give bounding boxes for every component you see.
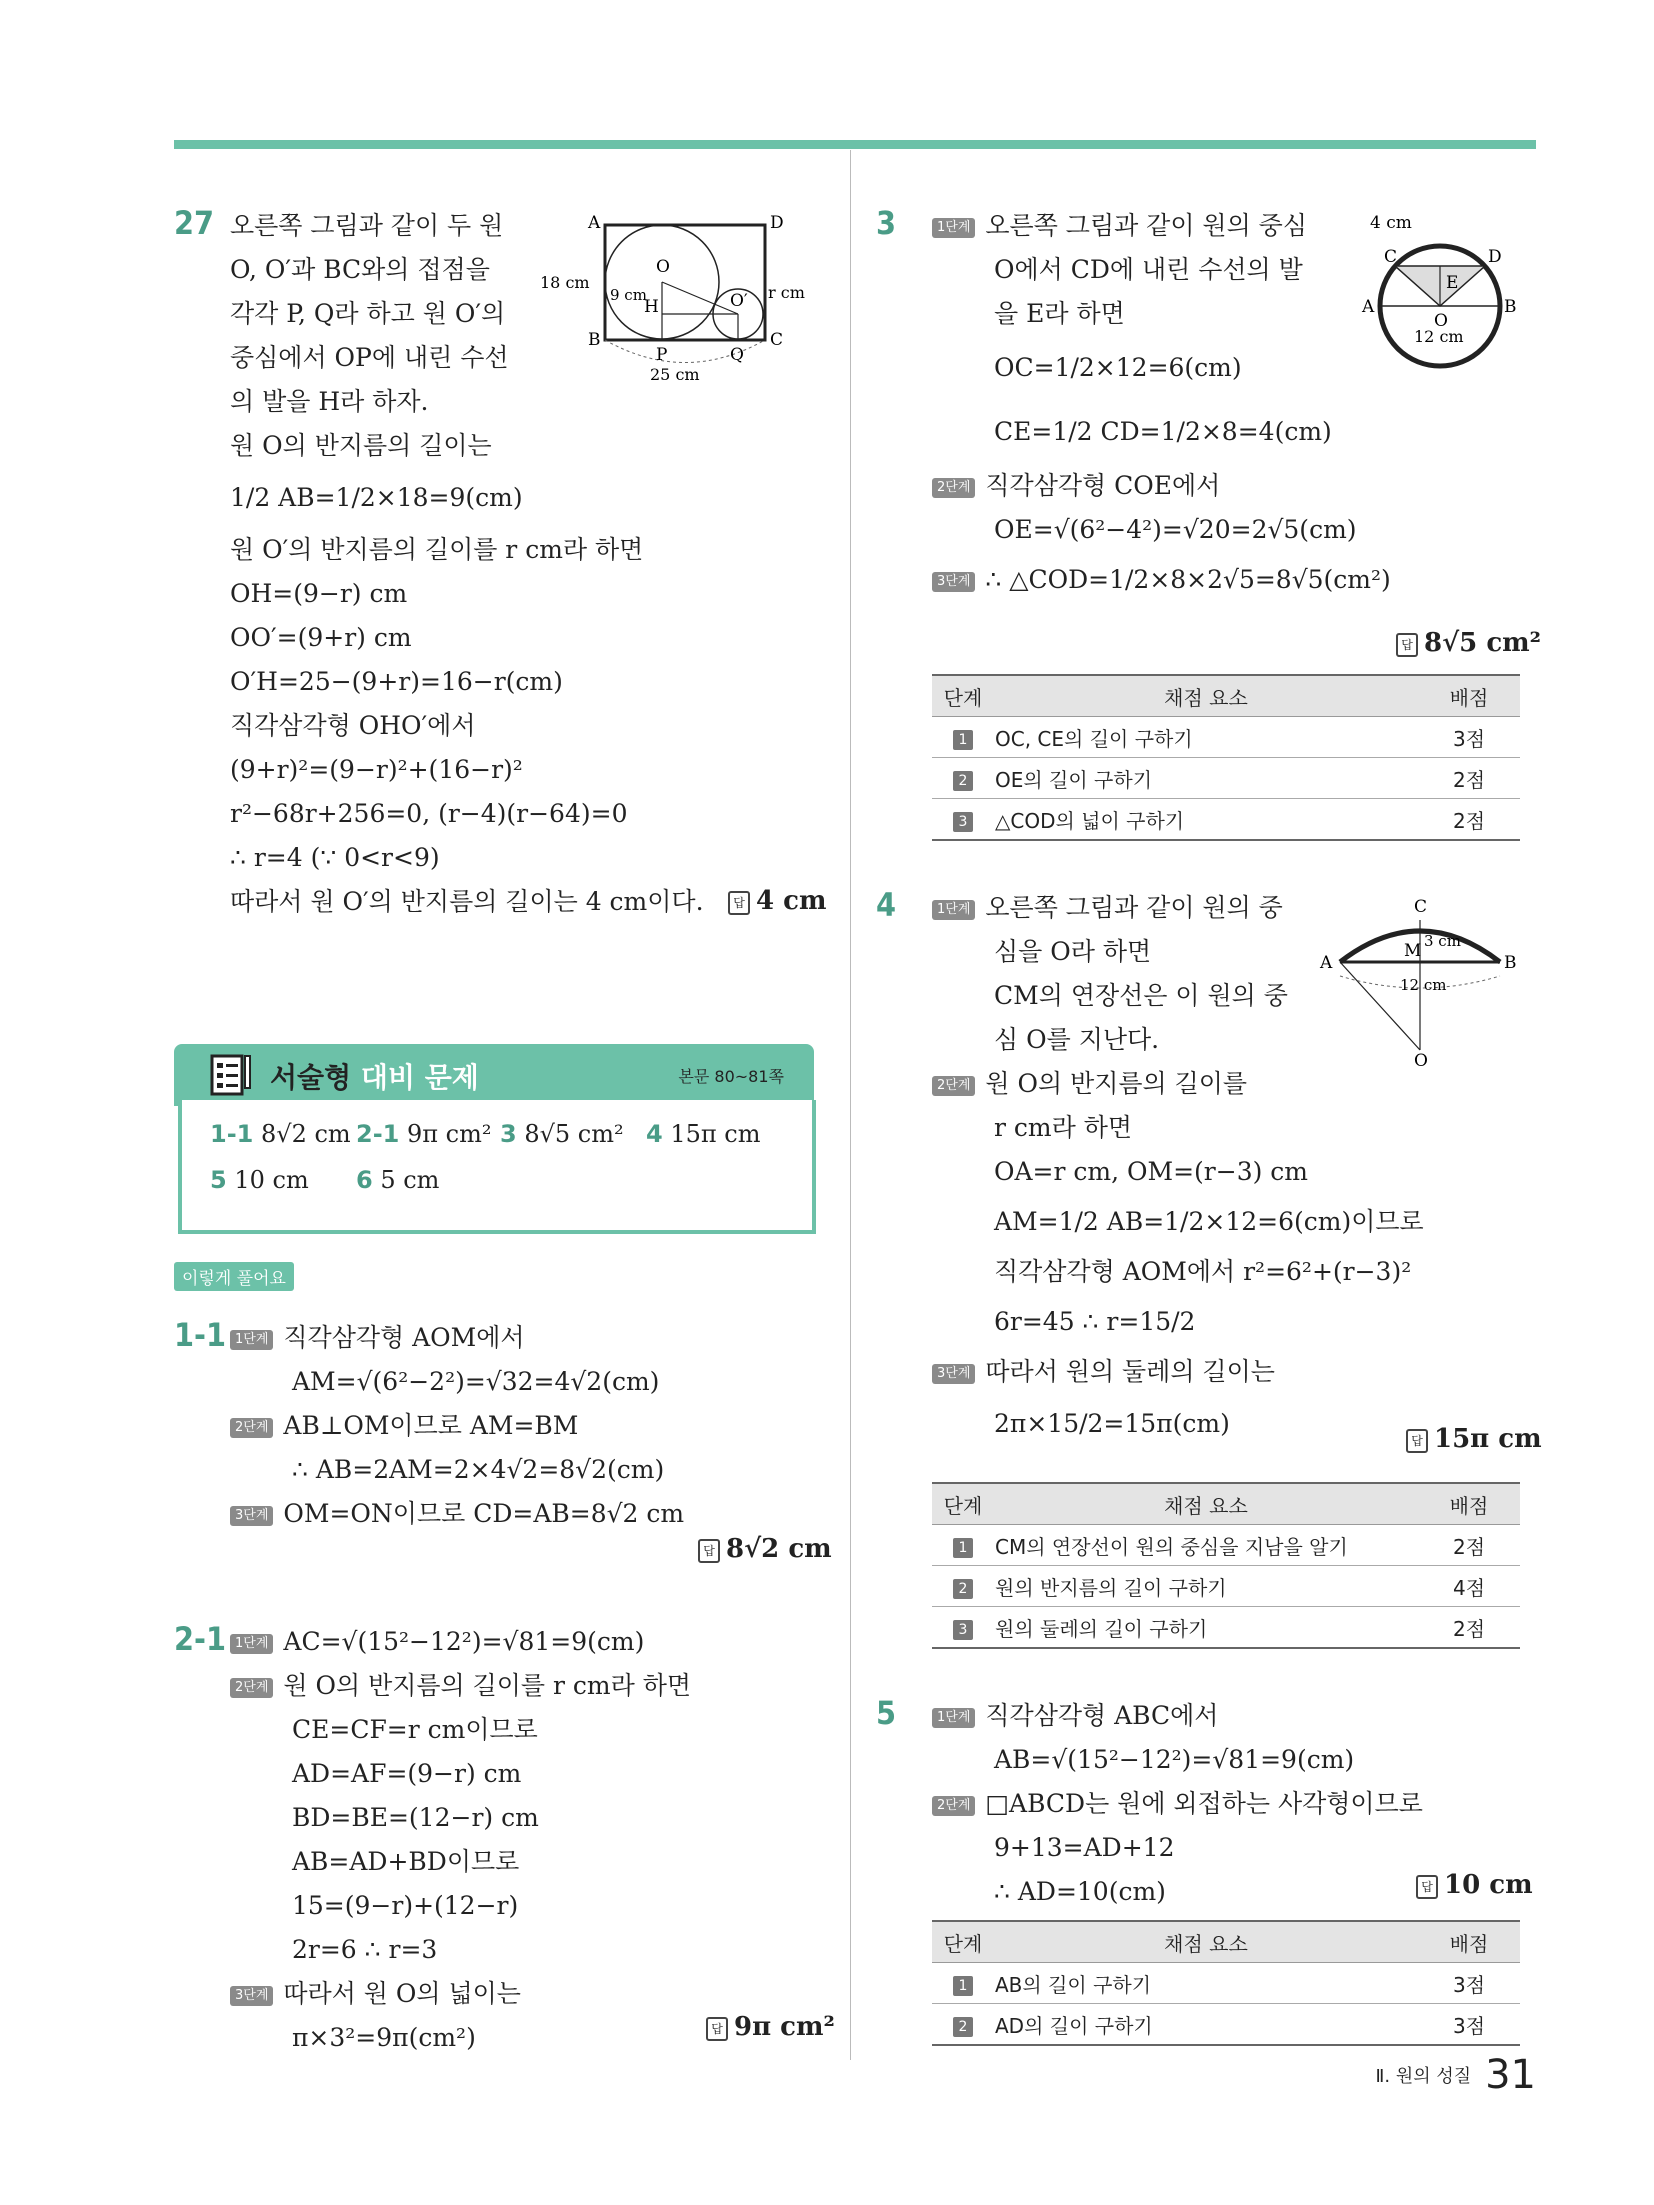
th: 배점 (1418, 1483, 1520, 1525)
table-row (932, 1607, 1520, 1649)
line-text: OM=ON이므로 CD=AB=8√2 cm (283, 1499, 685, 1528)
formula-line: O′H=25−(9+r)=16−r(cm) (230, 667, 563, 696)
formula-line: OH=(9−r) cm (230, 579, 408, 608)
label-h: H (644, 297, 659, 317)
label-12cm: 12 cm (1400, 976, 1447, 994)
label-d: D (770, 213, 784, 233)
item-number: 2-1 (356, 1120, 400, 1148)
line-text: 원 O의 반지름의 길이를 r cm라 하면 (283, 1671, 692, 1700)
cell: △COD의 넓이 구하기 (994, 799, 1418, 841)
text-line (230, 1316, 830, 1360)
step-badge: 1단계 (932, 900, 975, 920)
formula-line: 6r=45 ∴ r=15/2 (994, 1307, 1196, 1336)
answer-value: 4 cm (756, 886, 827, 916)
answer-icon: 답 (698, 1539, 720, 1563)
checklist-icon (208, 1052, 254, 1098)
label-o: O (1414, 1051, 1428, 1070)
text-line (932, 1694, 1532, 1738)
answer-item (210, 1166, 309, 1194)
cell: 3점 (1418, 2004, 1520, 2046)
step-badge: 2단계 (932, 1796, 975, 1816)
answer (1396, 628, 1541, 658)
text-line: 중심에서 OP에 내린 수선 (230, 343, 509, 372)
line-text: 따라서 원 O의 넓이는 (283, 1979, 521, 2008)
line-text: □ABCD는 원에 외접하는 사각형이므로 (985, 1789, 1423, 1818)
th: 단계 (932, 1483, 994, 1525)
answer (1406, 1424, 1542, 1454)
title-part: 서술형 (270, 1061, 352, 1094)
table-row (932, 717, 1520, 758)
answer-icon: 답 (728, 891, 750, 915)
label-c: C (770, 330, 784, 350)
solution-2-1 (230, 1620, 830, 2060)
cell: 2점 (1418, 1607, 1520, 1649)
problem-number: 4 (876, 886, 897, 924)
label-b: B (1504, 953, 1517, 973)
answer-value: 8√5 cm² (1424, 628, 1542, 658)
th: 채점 요소 (994, 1483, 1418, 1525)
table-row (932, 758, 1520, 799)
line-text: 오른쪽 그림과 같이 원의 중심 (985, 211, 1307, 240)
answer-value: 9π cm² (734, 2012, 835, 2042)
text-line: 심을 O라 하면 (994, 937, 1152, 966)
label-e: E (1446, 273, 1459, 293)
cell: AB의 길이 구하기 (994, 1963, 1418, 2004)
step-badge: 2단계 (932, 1076, 975, 1096)
line-text: 직각삼각형 AOM에서 (283, 1323, 525, 1352)
th: 단계 (932, 675, 994, 717)
text-line (932, 464, 1532, 508)
solution-1-1 (230, 1316, 830, 1536)
step-number: 2 (953, 1579, 973, 1599)
label-b: B (588, 330, 601, 350)
label-12cm: 12 cm (1414, 327, 1464, 346)
text-line: r cm라 하면 (994, 1113, 1133, 1142)
label-o: O (1434, 311, 1448, 331)
step-badge: 1단계 (932, 218, 975, 238)
step-number: 3 (953, 1620, 973, 1640)
line-text: 오른쪽 그림과 같이 원의 중 (985, 893, 1283, 922)
step-number: 1 (953, 730, 973, 750)
problem-number: 5 (876, 1694, 897, 1732)
step-number: 1 (953, 1538, 973, 1558)
label-r: r cm (768, 283, 805, 302)
text-line: 직각삼각형 OHO′에서 (230, 711, 476, 740)
chapter-label: Ⅱ. 원의 성질 (1375, 2066, 1472, 2087)
formula-line: OC=1/2×12=6(cm) (994, 353, 1242, 382)
formula-line: AD=AF=(9−r) cm (292, 1759, 522, 1788)
answer (728, 886, 826, 916)
label-d: D (1488, 247, 1502, 267)
label-m: M (1404, 941, 1422, 961)
formula-line: AM=1/2 AB=1/2×12=6(cm)이므로 (994, 1207, 1424, 1236)
answer-value: 15π cm (1434, 1424, 1542, 1454)
table-row (932, 1566, 1520, 1607)
section-title (270, 1056, 479, 1096)
text-line: 원 O′의 반지름의 길이를 r cm라 하면 (230, 535, 644, 564)
line-text: AB⊥OM이므로 AM=BM (283, 1411, 579, 1440)
answer (698, 1534, 832, 1564)
text-line: 오른쪽 그림과 같이 두 원 (230, 211, 504, 240)
text-line: O, O′과 BC와의 접점을 (230, 255, 490, 284)
formula-line: r²−68r+256=0, (r−4)(r−64)=0 (230, 799, 628, 828)
text-line: 심 O를 지난다. (994, 1025, 1160, 1054)
answer (706, 2012, 835, 2042)
answer-item (356, 1120, 492, 1148)
formula-line: AB=AD+BD이므로 (292, 1847, 520, 1876)
formula-line: 15=(9−r)+(12−r) (292, 1891, 519, 1920)
text-line: 각각 P, Q라 하고 원 O′의 (230, 299, 506, 328)
label-c: C (1414, 897, 1428, 917)
problem-number: 2-1 (174, 1620, 227, 1658)
step-badge: 2단계 (230, 1418, 273, 1438)
formula-line: 직각삼각형 AOM에서 r²=6²+(r−3)² (994, 1257, 1412, 1286)
text-line (230, 1404, 830, 1448)
step-badge: 2단계 (230, 1678, 273, 1698)
formula-line: OO′=(9+r) cm (230, 623, 412, 652)
text-line (230, 1620, 830, 1664)
answer (1416, 1870, 1533, 1900)
step-number: 1 (953, 1976, 973, 1996)
problem-number: 27 (174, 204, 215, 242)
formula-line: ∴ r=4 (∵ 0<r<9) (230, 843, 440, 872)
step-number: 3 (953, 812, 973, 832)
scoring-table (932, 1920, 1520, 2046)
figure-3 (1340, 210, 1540, 370)
formula-line: OA=r cm, OM=(r−3) cm (994, 1157, 1309, 1186)
label-c: C (1384, 247, 1398, 267)
line-text: 직각삼각형 COE에서 (985, 471, 1221, 500)
text-line: 의 발을 H라 하자. (230, 387, 429, 416)
answer-value: 8√2 cm (726, 1534, 832, 1564)
answer-icon: 답 (706, 2017, 728, 2041)
section-header (174, 1044, 814, 1106)
step-badge: 3단계 (230, 1986, 273, 2006)
answer-icon: 답 (1416, 1875, 1438, 1899)
step-badge: 2단계 (932, 478, 975, 498)
answer-value: 10 cm (1444, 1870, 1533, 1900)
formula-line: AM=√(6²−2²)=√32=4√2(cm) (292, 1367, 660, 1396)
formula-line: AB=√(15²−12²)=√81=9(cm) (994, 1745, 1355, 1774)
formula-line: 2r=6 ∴ r=3 (292, 1935, 438, 1964)
text-line: O에서 CD에 내린 수선의 발 (994, 255, 1303, 284)
label-b: B (1504, 297, 1517, 317)
item-value: 15π cm (670, 1120, 761, 1148)
label-o-prime: O′ (730, 291, 748, 311)
figure-27 (540, 210, 820, 390)
line-text: 직각삼각형 ABC에서 (985, 1701, 1219, 1730)
cell: 2점 (1418, 1525, 1520, 1566)
cell: 3점 (1418, 717, 1520, 758)
answer-icon: 답 (1406, 1429, 1428, 1453)
step-badge: 1단계 (230, 1634, 273, 1654)
label-height: 18 cm (540, 273, 590, 292)
line-text: ∴ △COD=1/2×8×2√5=8√5(cm²) (985, 565, 1391, 594)
cell: 4점 (1418, 1566, 1520, 1607)
answer-item (646, 1120, 760, 1148)
th: 배점 (1418, 1921, 1520, 1963)
label-width: 25 cm (650, 365, 700, 384)
formula-line: CE=CF=r cm이므로 (292, 1715, 538, 1744)
label-4cm: 4 cm (1370, 213, 1412, 233)
label-o: O (656, 257, 670, 277)
text-line: 원 O의 반지름의 길이는 (230, 431, 492, 460)
label-q: Q (730, 345, 744, 365)
column-divider (850, 150, 851, 2060)
problem-number: 3 (876, 204, 897, 242)
cell: OC, CE의 길이 구하기 (994, 717, 1418, 758)
answer-box (178, 1100, 816, 1234)
page-footer (1376, 2052, 1536, 2098)
label-p: P (656, 345, 668, 365)
problem-number: 1-1 (174, 1316, 227, 1354)
answer-icon: 답 (1396, 633, 1418, 657)
th: 단계 (932, 1921, 994, 1963)
table-row (932, 1525, 1520, 1566)
table-row (932, 2004, 1520, 2046)
th: 채점 요소 (994, 675, 1418, 717)
formula-line: BD=BE=(12−r) cm (292, 1803, 539, 1832)
text-line (230, 1664, 830, 1708)
step-badge: 1단계 (932, 1708, 975, 1728)
table-row (932, 799, 1520, 841)
item-number: 6 (356, 1166, 373, 1194)
th: 채점 요소 (994, 1921, 1418, 1963)
label-radius: 9 cm (610, 286, 647, 304)
line-text: 원 O의 반지름의 길이를 (985, 1069, 1248, 1098)
item-number: 1-1 (210, 1120, 254, 1148)
top-accent-bar (174, 140, 1536, 149)
answer-item (500, 1120, 624, 1148)
step-badge: 3단계 (230, 1506, 273, 1526)
step-badge: 3단계 (932, 572, 975, 592)
text-line: 따라서 원 O′의 반지름의 길이는 4 cm이다. (230, 887, 704, 916)
item-number: 3 (500, 1120, 517, 1148)
cell: 2점 (1418, 758, 1520, 799)
figure-4 (1300, 890, 1540, 1070)
rectangle (605, 225, 765, 340)
formula-line: CE=1/2 CD=1/2×8=4(cm) (994, 417, 1332, 446)
answer-item (356, 1166, 439, 1194)
step-badge: 3단계 (932, 1364, 975, 1384)
scoring-table (932, 674, 1520, 841)
th: 배점 (1418, 675, 1520, 717)
page-number: 31 (1485, 2052, 1536, 2098)
cell: 원의 반지름의 길이 구하기 (994, 1566, 1418, 1607)
cell: 3점 (1418, 1963, 1520, 2004)
formula-line: 1/2 AB=1/2×18=9(cm) (230, 483, 523, 512)
cell: AD의 길이 구하기 (994, 2004, 1418, 2046)
formula-line: 2π×15/2=15π(cm) (994, 1409, 1230, 1438)
cell: 2점 (1418, 799, 1520, 841)
item-number: 5 (210, 1166, 227, 1194)
step-badge: 1단계 (230, 1330, 273, 1350)
page-reference: 본문 80~81쪽 (678, 1067, 784, 1086)
label-3cm: 3 cm (1424, 932, 1461, 950)
label-a: A (1320, 953, 1333, 973)
formula-line: 9+13=AD+12 (994, 1833, 1175, 1862)
label-a: A (1362, 297, 1375, 317)
text-line (932, 1782, 1532, 1826)
line-text: AC=√(15²−12²)=√81=9(cm) (283, 1627, 645, 1656)
item-number: 4 (646, 1120, 663, 1148)
text-line (230, 1972, 830, 2016)
cell: 원의 둘레의 길이 구하기 (994, 1607, 1418, 1649)
step-number: 2 (953, 771, 973, 791)
item-value: 8√5 cm² (524, 1120, 624, 1148)
step-number: 2 (953, 2017, 973, 2037)
formula-line: OE=√(6²−4²)=√20=2√5(cm) (994, 515, 1357, 544)
answer-item (210, 1120, 351, 1148)
item-value: 5 cm (380, 1166, 440, 1194)
cell: CM의 연장선이 원의 중심을 지남을 알기 (994, 1525, 1418, 1566)
item-value: 8√2 cm (261, 1120, 351, 1148)
table-row (932, 1963, 1520, 2004)
cell: OE의 길이 구하기 (994, 758, 1418, 799)
line-text: 따라서 원의 둘레의 길이는 (985, 1357, 1275, 1386)
text-line: CM의 연장선은 이 원의 중 (994, 981, 1288, 1010)
text-line: 을 E라 하면 (994, 299, 1125, 328)
label-a: A (588, 213, 601, 233)
item-value: 9π cm² (407, 1120, 492, 1148)
title-part-accent: 대비 문제 (360, 1061, 479, 1094)
solution-tag: 이렇게 풀어요 (174, 1262, 294, 1291)
formula-line: ∴ AD=10(cm) (994, 1877, 1166, 1906)
text-line (932, 1350, 1532, 1394)
formula-line: ∴ AB=2AM=2×4√2=8√2(cm) (292, 1455, 665, 1484)
text-line (230, 1492, 830, 1536)
text-line (932, 552, 1532, 608)
item-value: 10 cm (234, 1166, 309, 1194)
scoring-table (932, 1482, 1520, 1649)
formula-line: π×3²=9π(cm²) (292, 2023, 476, 2052)
formula-line: (9+r)²=(9−r)²+(16−r)² (230, 755, 523, 784)
